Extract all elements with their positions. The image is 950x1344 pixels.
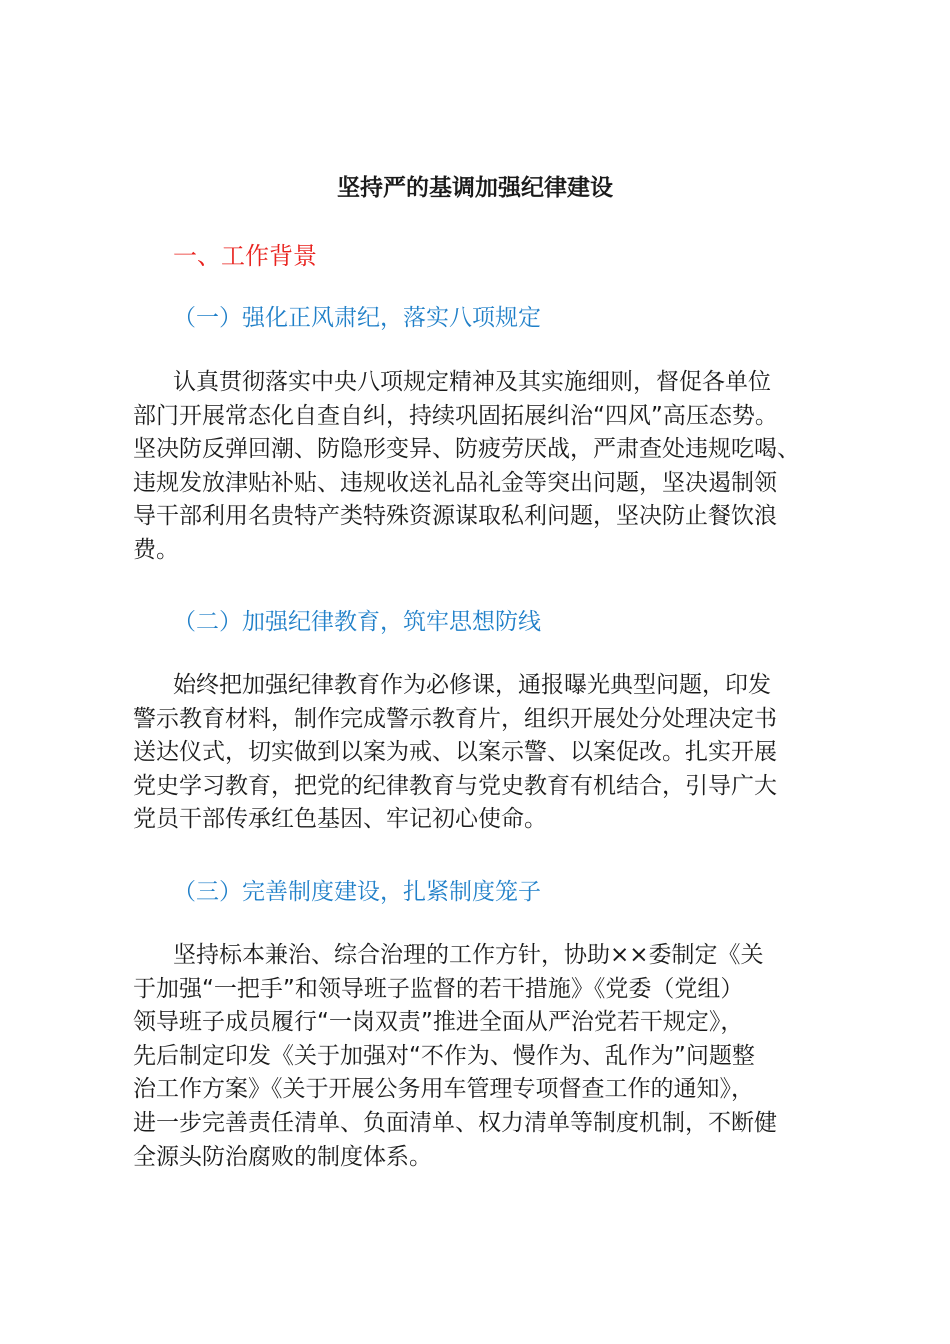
paragraph-line: 始终把加强纪律教育作为必修课，通报曝光典型问题，印发	[173, 672, 771, 698]
subheading-discipline-education: （二）加强纪律教育，筑牢思想防线	[173, 609, 541, 635]
paragraph-style-discipline	[133, 366, 853, 568]
paragraph-line: 党员干部传承红色基因、牢记初心使命。	[133, 806, 547, 833]
paragraph-line: 认真贯彻落实中央八项规定精神及其实施细则，督促各单位	[173, 369, 771, 395]
paragraph-line: 费。	[133, 536, 179, 563]
paragraph-line: 警示教育材料，制作完成警示教育片，组织开展处分处理决定书	[133, 705, 777, 732]
paragraph-system-building	[133, 939, 853, 1174]
paragraph-line: 全源头防治腐败的制度体系。	[133, 1143, 432, 1170]
section-heading-background: 一、工作背景	[173, 242, 317, 270]
document-title: 坚持严的基调加强纪律建设	[337, 175, 613, 201]
subheading-system-building: （三）完善制度建设，扎紧制度笼子	[173, 879, 541, 905]
paragraph-line: 送达仪式，切实做到以案为戒、以案示警、以案促改。扎实开展	[133, 739, 777, 766]
paragraph-line: 党史学习教育，把党的纪律教育与党史教育有机结合，引导广大	[133, 772, 777, 799]
paragraph-line: 导干部利用名贵特产类特殊资源谋取私利问题，坚决防止餐饮浪	[133, 503, 777, 530]
paragraph-line: 领导班子成员履行“一岗双责”推进全面从严治党若干规定》，	[133, 1009, 744, 1036]
paragraph-line: 坚持标本兼治、综合治理的工作方针，协助××委制定《关	[173, 942, 764, 968]
paragraph-line: 进一步完善责任清单、负面清单、权力清单等制度机制，不断健	[133, 1109, 777, 1136]
paragraph-line: 违规发放津贴补贴、违规收送礼品礼金等突出问题，坚决遏制领	[133, 469, 777, 496]
paragraph-discipline-education	[133, 669, 853, 837]
paragraph-line: 部门开展常态化自查自纠，持续巩固拓展纠治“四风”高压态势。	[133, 402, 778, 429]
paragraph-line: 先后制定印发《关于加强对“不作为、慢作为、乱作为”问题整	[133, 1042, 755, 1069]
subheading-style-discipline: （一）强化正风肃纪，落实八项规定	[173, 305, 541, 331]
paragraph-line: 治工作方案》《关于开展公务用车管理专项督查工作的通知》，	[133, 1076, 754, 1103]
paragraph-line: 坚决防反弹回潮、防隐形变异、防疲劳厌战，严肃查处违规吃喝、	[133, 436, 800, 463]
paragraph-line: 于加强“一把手”和领导班子监督的若干措施》《党委（党组）	[133, 975, 744, 1002]
